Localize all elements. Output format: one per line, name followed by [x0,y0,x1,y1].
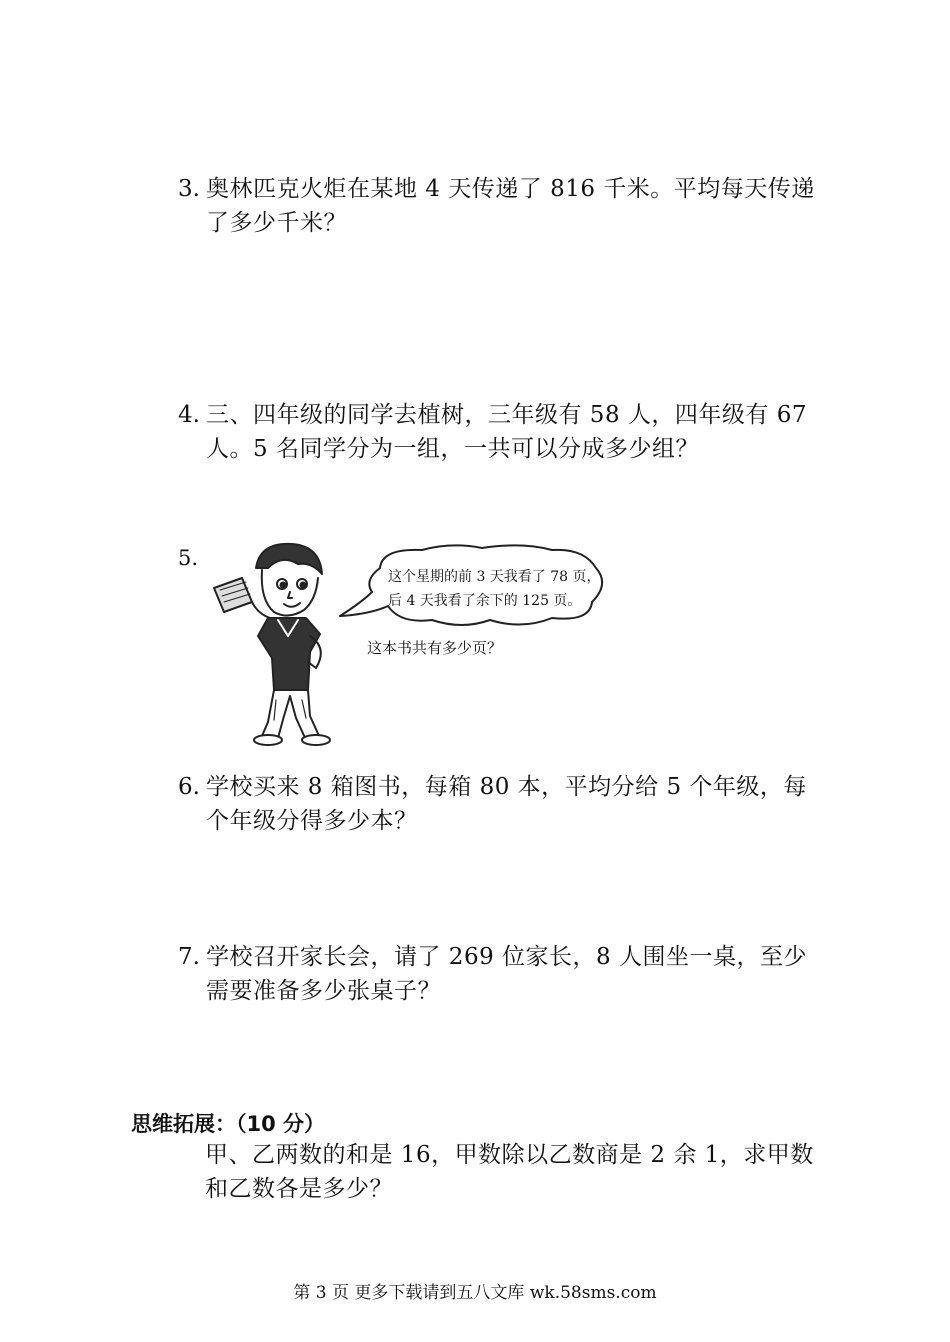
question-number: 7. [178,944,200,970]
question-5-text: 这本书共有多少页？ [367,639,503,657]
question-3 [178,172,828,240]
question-6 [178,770,828,838]
page-footer: 第 3 页 更多下载请到五八文库 wk.58sms.com [293,1283,657,1303]
question-text: 学校买来 8 箱图书，每箱 80 本，平均分给 5 个年级，每个年级分得多少本？ [206,774,807,834]
question-number: 6. [178,774,200,800]
question-5-number: 5. [178,546,199,570]
question-7 [178,940,828,1008]
question-number: 4. [178,402,200,428]
extension-title: 思维拓展：（10 分） [131,1112,326,1136]
speech-bubble-line-1: 这个星期的前 3 天我看了 78 页， [388,569,601,585]
question-text: 学校召开家长会，请了 269 位家长，8 人围坐一桌，至少需要准备多少张桌子？ [206,944,807,1004]
question-5-illustration [212,540,652,750]
question-text: 三、四年级的同学去植树，三年级有 58 人，四年级有 67 人。5 名同学分为一组，一共可以分成多少组？ [206,402,807,462]
question-4 [178,398,828,466]
question-text: 奥林匹克火炬在某地 4 天传递了 816 千米。平均每天传递了多少千米？ [206,176,815,236]
speech-bubble-line-2: 后 4 天我看了余下的 125 页。 [388,593,582,609]
question-number: 3. [178,176,200,202]
extension-question: 甲、乙两数的和是 16，甲数除以乙数商是 2 余 1，求甲数和乙数各是多少？ [205,1142,814,1202]
